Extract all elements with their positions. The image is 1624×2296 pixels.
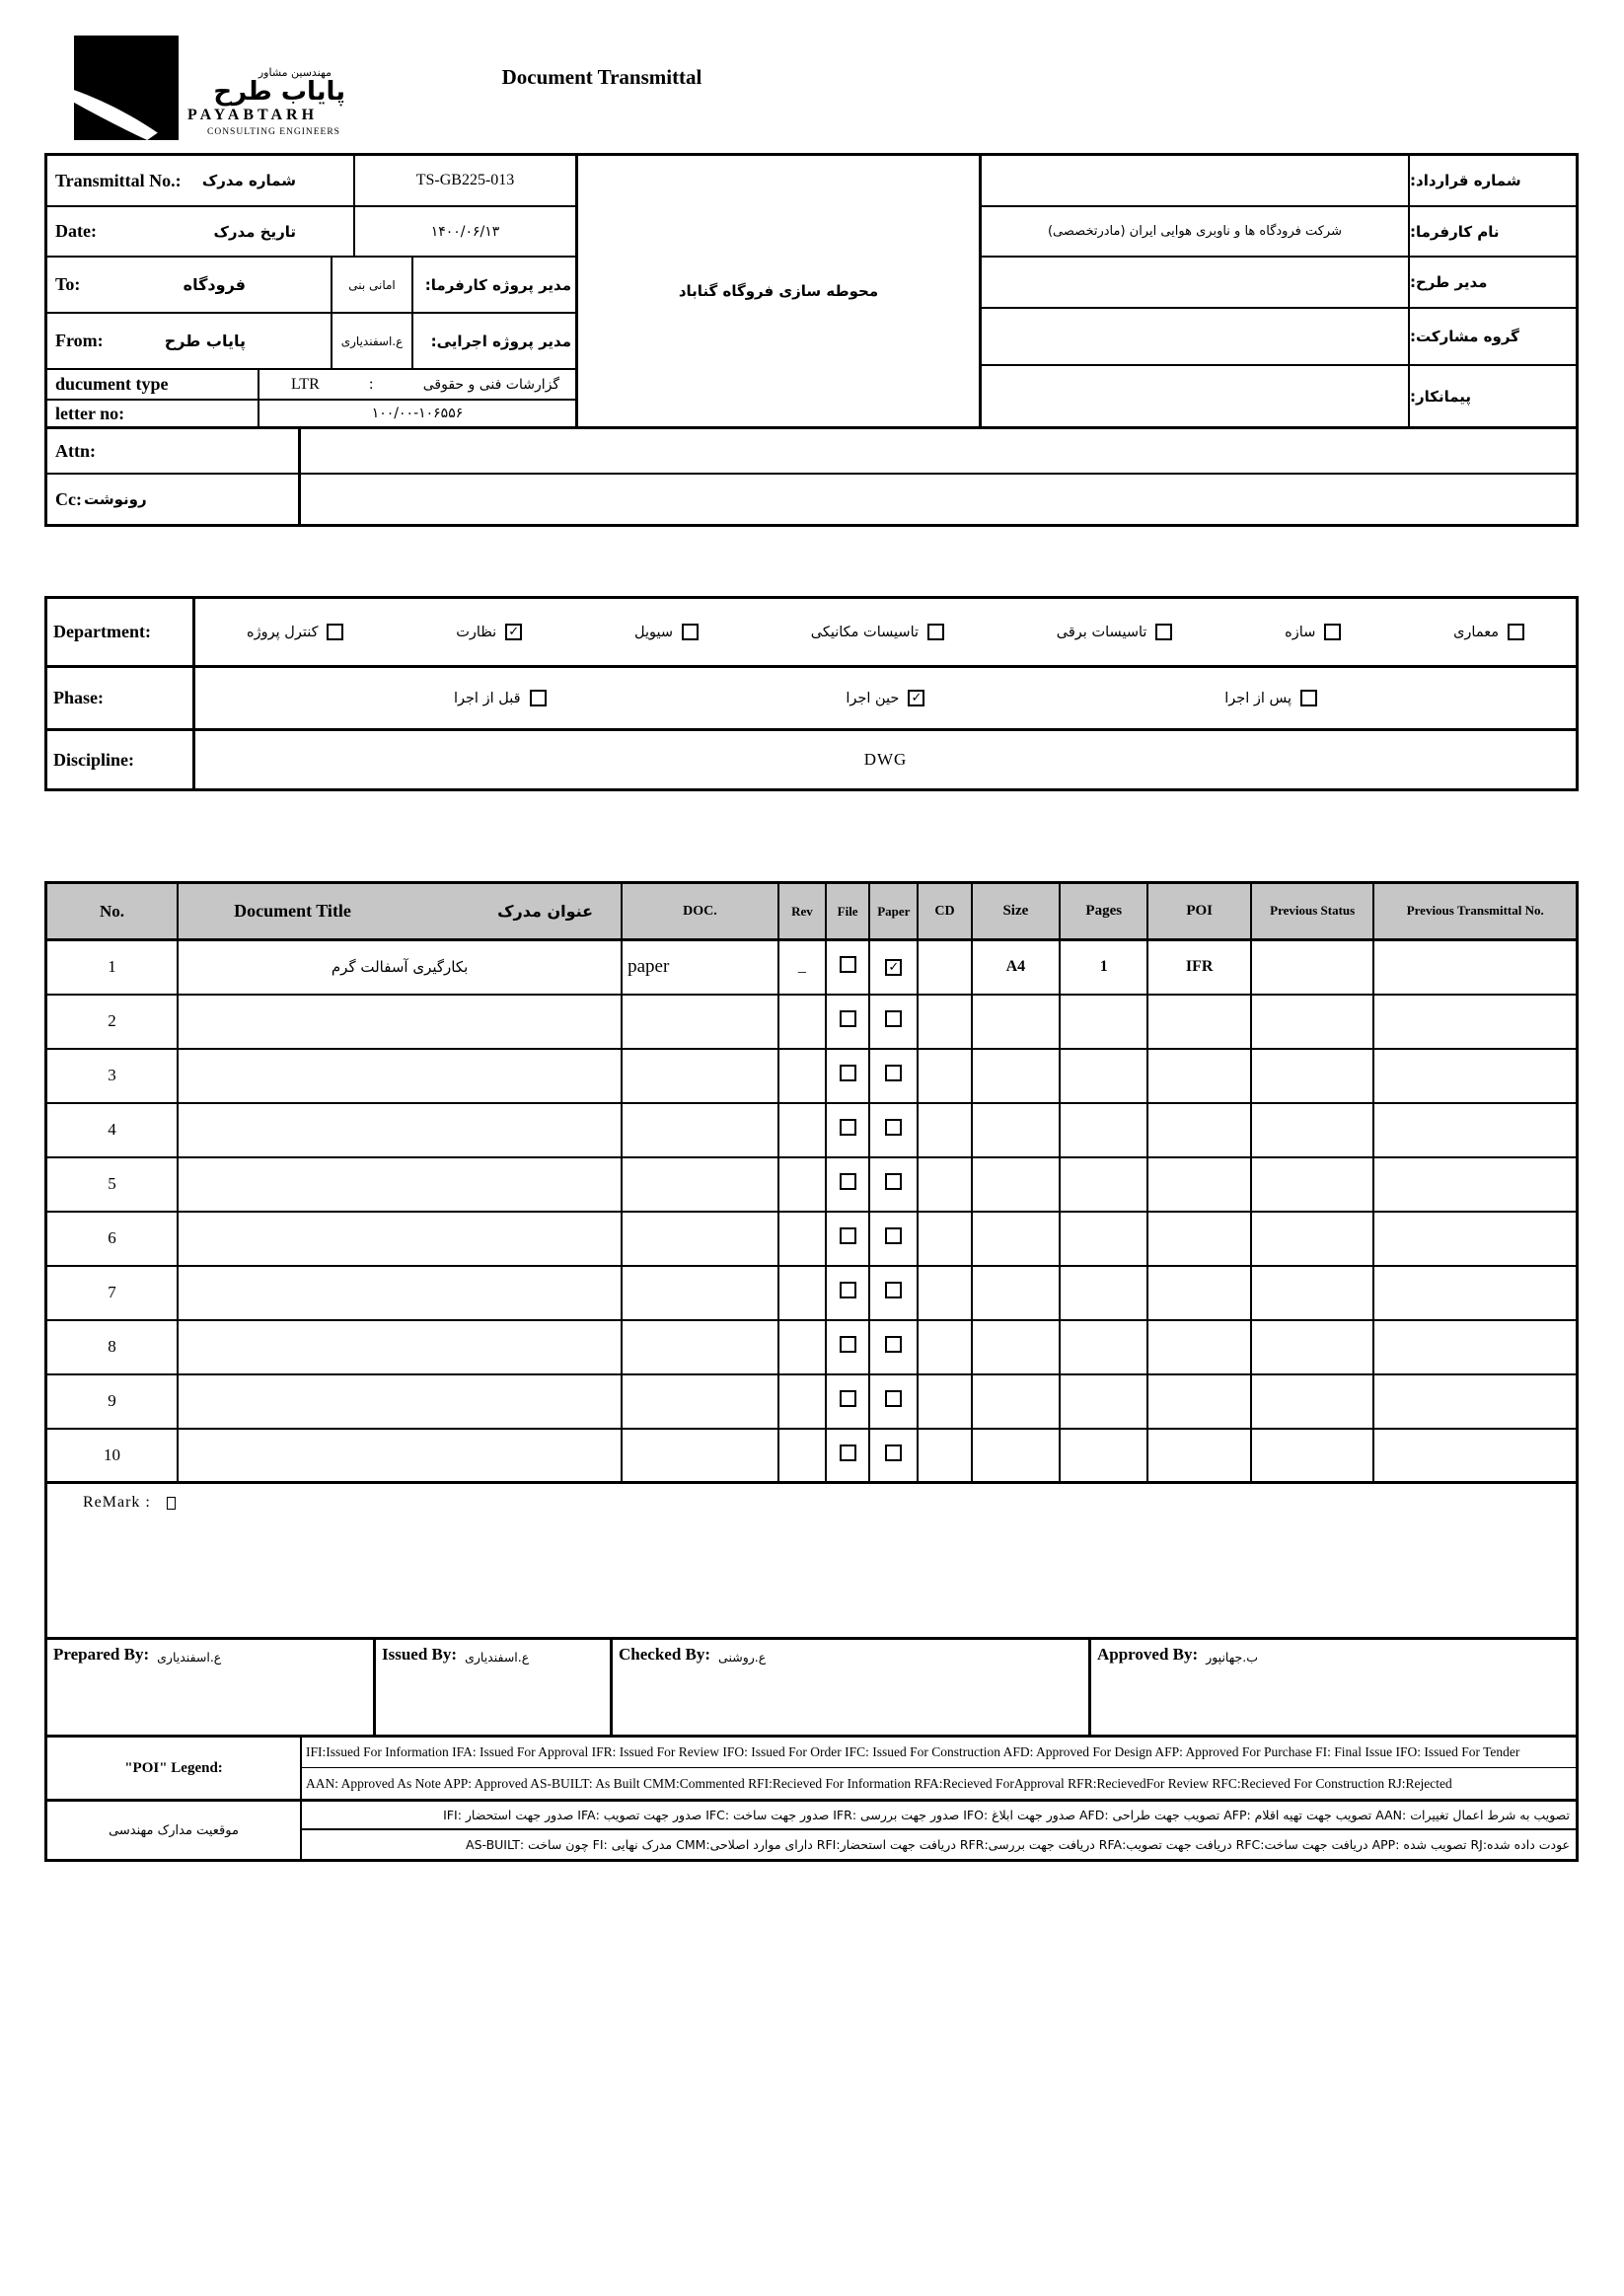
cell-prev-transmittal (1373, 1103, 1577, 1157)
cell-prev-status (1251, 1320, 1374, 1374)
department-option-electrical[interactable]: تاسیسات برقی (1057, 624, 1173, 640)
table-header-row (46, 883, 1578, 940)
design-manager-row (982, 258, 1576, 309)
contractor-row (982, 366, 1576, 426)
table-row (46, 1320, 1578, 1374)
department-option-project-control[interactable]: کنترل پروژه (247, 624, 343, 640)
col-header-poi: POI (1147, 883, 1250, 940)
file-checkbox[interactable] (840, 1390, 856, 1407)
cell-title (178, 1049, 622, 1103)
document-type-label: ducument type (55, 374, 169, 394)
cell-size (972, 1429, 1060, 1483)
checkbox[interactable] (327, 624, 343, 640)
cell-prev-transmittal (1373, 940, 1577, 995)
cell-file (826, 1374, 869, 1429)
checkbox[interactable] (1324, 624, 1341, 640)
table-row (46, 1374, 1578, 1429)
document-type-value: LTR : گزارشات فنی و حقوقی (258, 370, 575, 399)
cell-file (826, 1212, 869, 1266)
cell-prev-status (1251, 1157, 1374, 1212)
cell-doc (622, 995, 778, 1049)
cell-poi (1147, 995, 1250, 1049)
paper-checkbox[interactable] (885, 1336, 902, 1353)
remark-label: ReMark : (83, 1494, 151, 1511)
page-header (0, 0, 1624, 150)
department-options (195, 599, 1576, 665)
client-pm-label: مدیر پروژه کارفرما: (411, 258, 575, 312)
cell-doc (622, 1103, 778, 1157)
cell-prev-transmittal (1373, 1266, 1577, 1320)
contractor-label: پیمانکار: (1408, 366, 1576, 426)
department-option-civil[interactable]: سیویل (634, 624, 699, 640)
cell-doc (622, 1157, 778, 1212)
poi-legend-label: "POI" Legend: (47, 1738, 302, 1799)
table-row (46, 1049, 1578, 1103)
signature-row (44, 1640, 1579, 1738)
exec-pm-value: ع.اسفندیاری (331, 314, 411, 368)
cell-title (178, 1157, 622, 1212)
cell-file (826, 1266, 869, 1320)
department-option-supervision[interactable]: ✓ نظارت (456, 624, 522, 640)
logo-fa-tagline: مهندسین مشاور (258, 65, 332, 79)
cell-cd (918, 1374, 971, 1429)
checked-by-name: ع.روشنی (718, 1650, 767, 1665)
checked-by-cell: Checked By: ع.روشنی (610, 1640, 1088, 1735)
legend-fa-line-2: عودت داده شده:RJ تصویب شده :APP دریافت جهت ساخت:RFC دریافت جهت تصویب:RFA دریافت جهت بررسی:RFR دریافت جهت استحضار:RFI دارای موارد اصلاحی:CMM مدرک نهایی :FI چون ساخت :AS-BUILT (466, 1837, 1570, 1852)
document-table-section (44, 881, 1579, 1862)
contract-no-row (982, 156, 1576, 207)
table-row (46, 1103, 1578, 1157)
project-name: محوطه سازی فروگاه گناباد (678, 282, 879, 300)
cell-paper (869, 1429, 918, 1483)
col-header-prev-status: Previous Status (1251, 883, 1374, 940)
checkbox[interactable] (682, 624, 699, 640)
paper-checkbox[interactable] (885, 1227, 902, 1244)
file-checkbox[interactable] (840, 956, 856, 973)
cell-title (178, 1429, 622, 1483)
contract-no-label: شماره قرارداد: (1408, 156, 1576, 205)
prepared-by-cell: Prepared By: ع.اسفندیاری (53, 1645, 222, 1665)
cell-prev-transmittal (1373, 1320, 1577, 1374)
cell-pages: 1 (1060, 940, 1147, 995)
table-row (46, 1212, 1578, 1266)
cell-prev-transmittal (1373, 1212, 1577, 1266)
cell-paper (869, 940, 918, 995)
cell-prev-transmittal (1373, 1157, 1577, 1212)
logo-fa-name: پایاب طرح (213, 76, 345, 107)
cell-pages (1060, 1374, 1147, 1429)
date-label: Date: تاریخ مدرک (55, 221, 296, 241)
cell-title (178, 1266, 622, 1320)
cell-file (826, 1157, 869, 1212)
paper-checkbox[interactable] (885, 1065, 902, 1081)
phase-options (195, 668, 1576, 728)
cell-paper (869, 995, 918, 1049)
cell-paper (869, 1103, 918, 1157)
client-pm-value: امانی بنی (331, 258, 411, 312)
prepared-by-name: ع.اسفندیاری (157, 1650, 222, 1665)
table-row (46, 1429, 1578, 1483)
table-row (46, 1157, 1578, 1212)
cell-rev (778, 1266, 826, 1320)
cell-size (972, 1049, 1060, 1103)
attn-value (301, 429, 1576, 473)
cell-no: 1 (46, 940, 179, 995)
logo-en-name: PAYABTARH (187, 106, 319, 123)
phase-option-after[interactable]: پس از اجرا (1224, 690, 1317, 706)
file-checkbox[interactable] (840, 1010, 856, 1027)
project-name-cell (578, 156, 982, 426)
paper-checkbox[interactable] (885, 1282, 902, 1298)
exec-pm-label: مدیر پروژه اجرایی: (411, 314, 575, 368)
poi-legend (44, 1738, 1579, 1862)
table-row (46, 1266, 1578, 1320)
cell-paper (869, 1212, 918, 1266)
cell-title (178, 995, 622, 1049)
department-row (47, 599, 1576, 668)
cell-no: 3 (46, 1049, 179, 1103)
from-label: From: پایاب طرح (55, 331, 246, 350)
cell-pages (1060, 1429, 1147, 1483)
cell-title (178, 1374, 622, 1429)
client-name-value: شرکت فرودگاه ها و ناوبری هوایی ایران (مادرتخصصی) (1047, 224, 1342, 239)
cell-poi (1147, 1212, 1250, 1266)
col-header-rev: Rev (778, 883, 826, 940)
cell-no: 7 (46, 1266, 179, 1320)
cell-prev-transmittal (1373, 995, 1577, 1049)
cell-paper (869, 1320, 918, 1374)
cell-prev-transmittal (1373, 1049, 1577, 1103)
cell-title (178, 1320, 622, 1374)
file-checkbox[interactable] (840, 1173, 856, 1190)
page-title: Document Transmittal (501, 65, 702, 89)
cell-pages (1060, 1212, 1147, 1266)
cell-cd (918, 1049, 971, 1103)
checkbox[interactable] (1508, 624, 1524, 640)
cell-pages (1060, 1320, 1147, 1374)
cell-no: 5 (46, 1157, 179, 1212)
cell-poi (1147, 1103, 1250, 1157)
cell-no: 6 (46, 1212, 179, 1266)
poi-legend-persian (47, 1802, 1576, 1859)
legend-en-line-1: IFI:Issued For Information IFA: Issued For Approval IFR: Issued For Review IFO: Issued For Order IFC: Issued For Construction AFD: Approved For Design AFP: Approved For Purchase FI: Final Issue IFO: Issued For Tender (302, 1738, 1576, 1768)
partnership-group-label: گروه مشارکت: (1408, 309, 1576, 364)
cell-paper (869, 1157, 918, 1212)
company-logo (74, 36, 345, 140)
cell-rev (778, 1049, 826, 1103)
cell-doc (622, 1429, 778, 1483)
cell-poi (1147, 1374, 1250, 1429)
approved-by-cell: Approved By: ب.جهانپور (1088, 1640, 1576, 1735)
cell-file (826, 1320, 869, 1374)
header-right-section (982, 156, 1576, 426)
cell-rev (778, 1157, 826, 1212)
paper-checkbox[interactable] (885, 1010, 902, 1027)
cc-label: Cc: رونوشت (47, 475, 301, 524)
col-header-pages: Pages (1060, 883, 1147, 940)
cc-row (47, 475, 1576, 524)
partnership-group-value (982, 309, 1408, 364)
cell-prev-status (1251, 1374, 1374, 1429)
file-checkbox[interactable] (840, 1444, 856, 1461)
remark-section (44, 1484, 1579, 1640)
cell-cd (918, 1429, 971, 1483)
cell-prev-transmittal (1373, 1374, 1577, 1429)
col-header-paper: Paper (869, 883, 918, 940)
letter-no-label: letter no: (55, 403, 125, 423)
checkbox[interactable] (1300, 690, 1317, 706)
cell-size (972, 1103, 1060, 1157)
cell-size (972, 995, 1060, 1049)
paper-checkbox[interactable] (885, 1444, 902, 1461)
col-header-title: Document Title عنوان مدرک (178, 883, 622, 940)
phase-option-during[interactable]: ✓ حین اجرا (846, 690, 924, 706)
col-header-size: Size (972, 883, 1060, 940)
issued-by-cell: Issued By: ع.اسفندیاری (373, 1640, 610, 1735)
cell-title (178, 1103, 622, 1157)
table-row (46, 995, 1578, 1049)
cell-poi (1147, 1049, 1250, 1103)
cell-file (826, 1429, 869, 1483)
cell-doc (622, 1374, 778, 1429)
discipline-label: Discipline: (47, 731, 195, 788)
col-header-cd: CD (918, 883, 971, 940)
cell-pages (1060, 1103, 1147, 1157)
department-option-memari[interactable]: معماری (1453, 624, 1524, 640)
checkbox[interactable]: ✓ (505, 624, 522, 640)
file-checkbox[interactable] (840, 1336, 856, 1353)
design-manager-value (982, 258, 1408, 307)
cell-size (972, 1212, 1060, 1266)
col-header-no: No. (46, 883, 179, 940)
cell-no: 8 (46, 1320, 179, 1374)
cell-doc (622, 1320, 778, 1374)
phase-row (47, 668, 1576, 731)
header-left-section (47, 156, 578, 426)
cell-rev (778, 1429, 826, 1483)
department-option-sazeh[interactable]: سازه (1285, 624, 1341, 640)
cell-size (972, 1374, 1060, 1429)
col-header-doc: DOC. (622, 883, 778, 940)
department-option-mechanical[interactable]: تاسیسات مکانیکی (811, 624, 944, 640)
file-checkbox[interactable] (840, 1119, 856, 1136)
remark-box-icon (167, 1497, 176, 1510)
cell-pages (1060, 995, 1147, 1049)
cell-cd (918, 1212, 971, 1266)
poi-legend-fa-label: موقعیت مدارک مهندسی (47, 1802, 302, 1859)
cell-doc (622, 1266, 778, 1320)
cell-paper (869, 1049, 918, 1103)
cell-prev-transmittal (1373, 1429, 1577, 1483)
cell-pages (1060, 1266, 1147, 1320)
cell-size (972, 1320, 1060, 1374)
legend-en-line-2: AAN: Approved As Note APP: Approved AS-BUILT: As Built CMM:Commented RFI:Recieved For Information RFA:Recieved ForApproval RFR:RecievedFor Review RFC:Recieved For Construction RJ:Rejected (306, 1775, 1452, 1791)
cell-doc (622, 1212, 778, 1266)
phase-label: Phase: (47, 668, 195, 728)
cell-prev-status (1251, 1266, 1374, 1320)
col-header-prev-transmittal: Previous Transmittal No. (1373, 883, 1577, 940)
file-checkbox[interactable] (840, 1282, 856, 1298)
department-label: Department: (47, 599, 195, 665)
cell-poi (1147, 1320, 1250, 1374)
col-header-file: File (826, 883, 869, 940)
cell-cd (918, 1320, 971, 1374)
transmittal-no-label: Transmittal No.: شماره مدرک (55, 170, 296, 190)
approved-by-name: ب.جهانپور (1206, 1650, 1258, 1665)
cell-no: 4 (46, 1103, 179, 1157)
contractor-value (982, 366, 1408, 426)
discipline-row (47, 731, 1576, 788)
document-table (44, 881, 1579, 1484)
cell-title (178, 1212, 622, 1266)
file-checkbox[interactable] (840, 1227, 856, 1244)
date-value: ۱۴۰۰/۰۶/۱۳ (353, 207, 575, 256)
cell-file (826, 940, 869, 995)
cell-no: 2 (46, 995, 179, 1049)
cell-size (972, 1157, 1060, 1212)
cell-cd (918, 1157, 971, 1212)
cell-title: بکارگیری آسفالت گرم (178, 940, 622, 995)
transmittal-no-value: TS-GB225-013 (353, 156, 575, 205)
cell-file (826, 1049, 869, 1103)
cell-prev-status (1251, 940, 1374, 995)
cell-cd (918, 1266, 971, 1320)
cell-file (826, 995, 869, 1049)
poi-legend-english (47, 1738, 1576, 1802)
cell-prev-status (1251, 995, 1374, 1049)
cell-rev (778, 1103, 826, 1157)
issued-by-name: ع.اسفندیاری (465, 1650, 530, 1665)
attn-label: Attn: (47, 429, 301, 473)
header-table (44, 153, 1579, 527)
cell-cd (918, 940, 971, 995)
partnership-group-row (982, 309, 1576, 366)
design-manager-label: مدیر طرح: (1408, 258, 1576, 307)
classification-table (44, 596, 1579, 791)
cell-doc (622, 1049, 778, 1103)
cell-cd (918, 1103, 971, 1157)
letter-no-value: ۱۰۰/۰۰-۱۰۶۵۵۶ (258, 401, 575, 426)
client-name-row (982, 207, 1576, 258)
cell-prev-status (1251, 1103, 1374, 1157)
cell-doc: paper (622, 940, 778, 995)
cell-poi (1147, 1157, 1250, 1212)
cell-prev-status (1251, 1212, 1374, 1266)
cell-poi (1147, 1266, 1250, 1320)
paper-checkbox[interactable] (885, 1119, 902, 1136)
cell-size (972, 1266, 1060, 1320)
paper-checkbox[interactable]: ✓ (885, 959, 902, 976)
cell-no: 10 (46, 1429, 179, 1483)
logo-en-tagline: CONSULTING ENGINEERS (207, 126, 340, 137)
cell-prev-status (1251, 1049, 1374, 1103)
paper-checkbox[interactable] (885, 1173, 902, 1190)
checkbox[interactable] (530, 690, 547, 706)
cell-rev (778, 1374, 826, 1429)
table-row (46, 940, 1578, 995)
paper-checkbox[interactable] (885, 1390, 902, 1407)
phase-option-before[interactable]: قبل از اجرا (454, 690, 547, 706)
file-checkbox[interactable] (840, 1065, 856, 1081)
cell-rev: _ (778, 940, 826, 995)
cell-prev-status (1251, 1429, 1374, 1483)
checkbox[interactable] (1155, 624, 1172, 640)
cell-poi (1147, 1429, 1250, 1483)
cell-size: A4 (972, 940, 1060, 995)
checkbox[interactable]: ✓ (908, 690, 924, 706)
cell-cd (918, 995, 971, 1049)
legend-fa-line-1: تصویب به شرط اعمال تغییرات :AAN تصویب جهت تهیه اقلام :AFP تصویب جهت طراحی :AFD صدور جهت ابلاغ :IFO صدور جهت بررسی :IFR صدور جهت ساخت :IFC صدور جهت تصویب :IFA صدور جهت استحضار :IFI (302, 1802, 1576, 1830)
cell-paper (869, 1266, 918, 1320)
logo-text (187, 36, 345, 140)
cell-paper (869, 1374, 918, 1429)
cc-value (301, 475, 1576, 524)
client-name-label: نام کارفرما: (1408, 207, 1576, 256)
cell-pages (1060, 1049, 1147, 1103)
to-label: To: فرودگاه (55, 274, 246, 294)
discipline-value: DWG (863, 750, 908, 769)
cell-file (826, 1103, 869, 1157)
cell-rev (778, 1320, 826, 1374)
cell-no: 9 (46, 1374, 179, 1429)
attn-row (47, 429, 1576, 475)
cell-rev (778, 1212, 826, 1266)
cell-pages (1060, 1157, 1147, 1212)
contract-no-value (982, 156, 1408, 205)
logo-swoosh-icon (74, 36, 179, 140)
cell-rev (778, 995, 826, 1049)
cell-poi: IFR (1147, 940, 1250, 995)
checkbox[interactable] (927, 624, 944, 640)
